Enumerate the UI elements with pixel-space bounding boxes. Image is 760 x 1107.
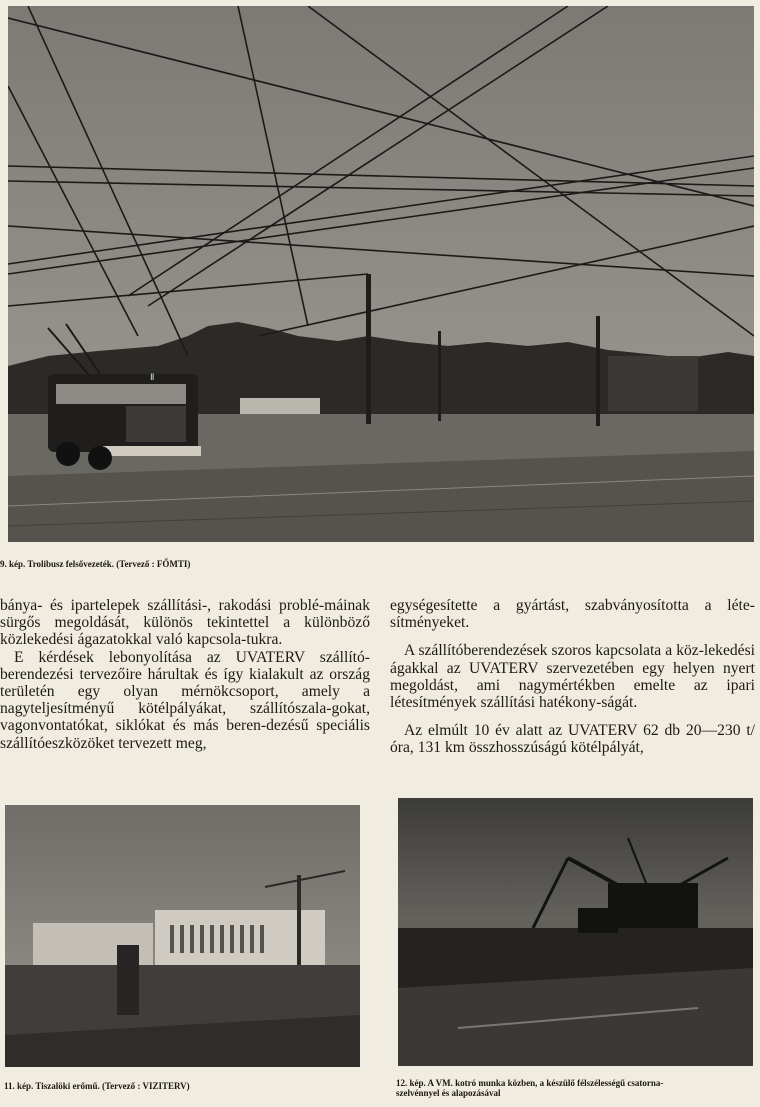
figure-11-caption (4, 1081, 190, 1091)
figure-9-caption (0, 559, 190, 569)
figure-11-title: Tiszalöki erőmű. (35, 1081, 100, 1091)
figure-11-photo (5, 805, 360, 1067)
right-paragraph-1: egységesítette a gyártást, szabványosította a léte-sítményeket. (390, 597, 755, 632)
figure-9-title: Trolibusz felsővezeték. (27, 559, 115, 569)
figure-12-caption (396, 1078, 663, 1098)
figure-9-credit: (Tervező : FŐMTI) (116, 559, 191, 569)
left-paragraph-2: E kérdések lebonyolítása az UVATERV szállító-berendezési tervezőire hárultak és így kialakult az ország területén egy olyan mérnökcsoport, amely a nagyteljesítményű kötélpályákat, szállítószala-gokat, vagonvontatókat, siklókat és más beren-dezésű speciális szállítóeszközöket tervezett meg, (0, 648, 370, 752)
figure-11-credit: (Tervező : VIZITERV) (101, 1081, 190, 1091)
right-paragraph-3: Az elmúlt 10 év alatt az UVATERV 62 db 20—230 t/óra, 131 km összhosszúságú kötélpályát, (390, 722, 755, 757)
figure-12-number: 12. kép. (396, 1078, 426, 1088)
right-paragraph-2: A szállítóberendezések szoros kapcsolata a köz-lekedési ágakkal az UVATERV szervezetében egy helyen nyert megoldást, ami nagymértékben emelte az ipari létesítmények szállítási hatékony-ságát. (390, 642, 755, 712)
text-column-left (0, 597, 370, 752)
figure-9-number: 9. kép. (0, 559, 26, 569)
figure-12-text-line1: A VM. kotró munka közben, a készülő félszélességű csatorna- (427, 1078, 664, 1088)
figure-12-text-line2: szelvénnyel és alapozásával (396, 1088, 501, 1098)
figure-11-number: 11. kép. (4, 1081, 34, 1091)
text-column-right (390, 597, 755, 757)
figure-9-photo (8, 6, 754, 542)
figure-12-photo (398, 798, 753, 1066)
left-paragraph-1: bánya- és ipartelepek szállítási-, rakodási problé-máinak sürgős megoldását, különös tekintettel a különböző közlekedési ágazatokkal való kapcsola-tukra. (0, 597, 370, 649)
svg-text:Ⅱ: Ⅱ (150, 373, 155, 383)
